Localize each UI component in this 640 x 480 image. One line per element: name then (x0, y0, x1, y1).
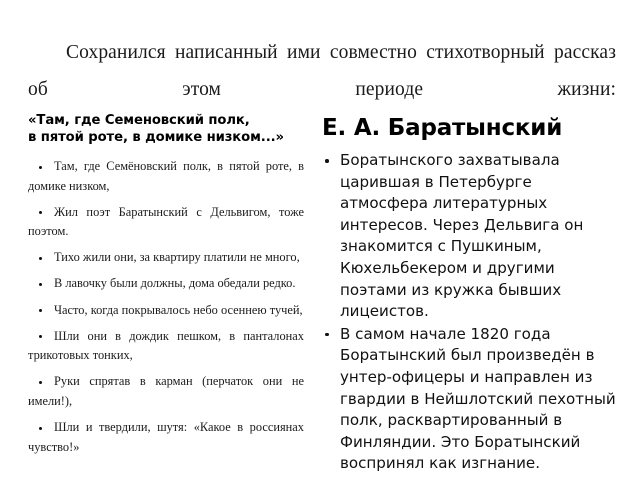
list-item (28, 157, 304, 196)
list-item (28, 372, 304, 411)
bullet-icon (39, 381, 42, 384)
right-column-list (322, 150, 622, 475)
bullet-icon (39, 283, 42, 286)
left-column (28, 112, 304, 464)
list-item-text: Шли и твердили, шутя: «Какое в россиянах чувство!» (28, 420, 304, 454)
list-item-text: В лавочку были должны, дома обедали редко. (54, 276, 296, 291)
two-column-body (0, 104, 640, 480)
left-column-heading (28, 112, 304, 146)
list-item-text: Руки спрятав в карман (перчаток они не имели!), (28, 374, 304, 408)
right-column-heading: Е. А. Баратынский (322, 115, 563, 141)
bullet-icon (39, 309, 42, 312)
left-column-list (28, 157, 304, 457)
intro-paragraph: Сохранился написанный ими совместно стихотворный рассказ об этом периоде жизни: (28, 41, 616, 100)
list-item (28, 203, 304, 242)
list-item (28, 418, 304, 457)
list-item (28, 301, 304, 321)
bullet-icon (39, 427, 42, 430)
list-item (28, 327, 304, 366)
bullet-icon (39, 166, 42, 169)
list-item-text: Тихо жили они, за квартиру платили не много, (54, 250, 300, 265)
list-item (322, 324, 622, 475)
left-heading-line-2: в пятой роте, в домике низком...» (28, 130, 284, 145)
list-item (28, 248, 304, 268)
list-item-text: В самом начале 1820 года Боратынский был произведён в унтер-офицеры и направлен из гвардии в Нейшлотский пехотный полк, расквартированный в Финляндии. Это Боратынский воспринял как изгнание. (340, 324, 616, 473)
right-column (322, 114, 622, 476)
bullet-icon (325, 159, 329, 163)
list-item-text: Шли они в дождик пешком, в панталонах трикотовых тонких, (28, 328, 304, 363)
list-item-text: Часто, когда покрывалось небо осеннею тучей, (54, 302, 303, 317)
list-item-text: Жил поэт Баратынский с Дельвигом, тоже поэтом. (28, 204, 304, 239)
bullet-icon (39, 335, 42, 338)
list-item (322, 150, 622, 323)
bullet-icon (39, 257, 42, 260)
left-heading-line-1: «Там, где Семеновский полк, (28, 113, 250, 128)
list-item-text: Там, где Семёновский полк, в пятой роте, в домике низком, (28, 159, 304, 193)
bullet-icon (325, 333, 329, 337)
list-item (28, 274, 304, 294)
bullet-icon (39, 211, 42, 214)
list-item-text: Боратынского захватывала царившая в Петербурге атмосфера литературных интересов. Через Дельвига он знакомится с Пушкиным, Кюхельбекером и другими поэтами из кружка бывших лицеистов. (340, 151, 584, 321)
